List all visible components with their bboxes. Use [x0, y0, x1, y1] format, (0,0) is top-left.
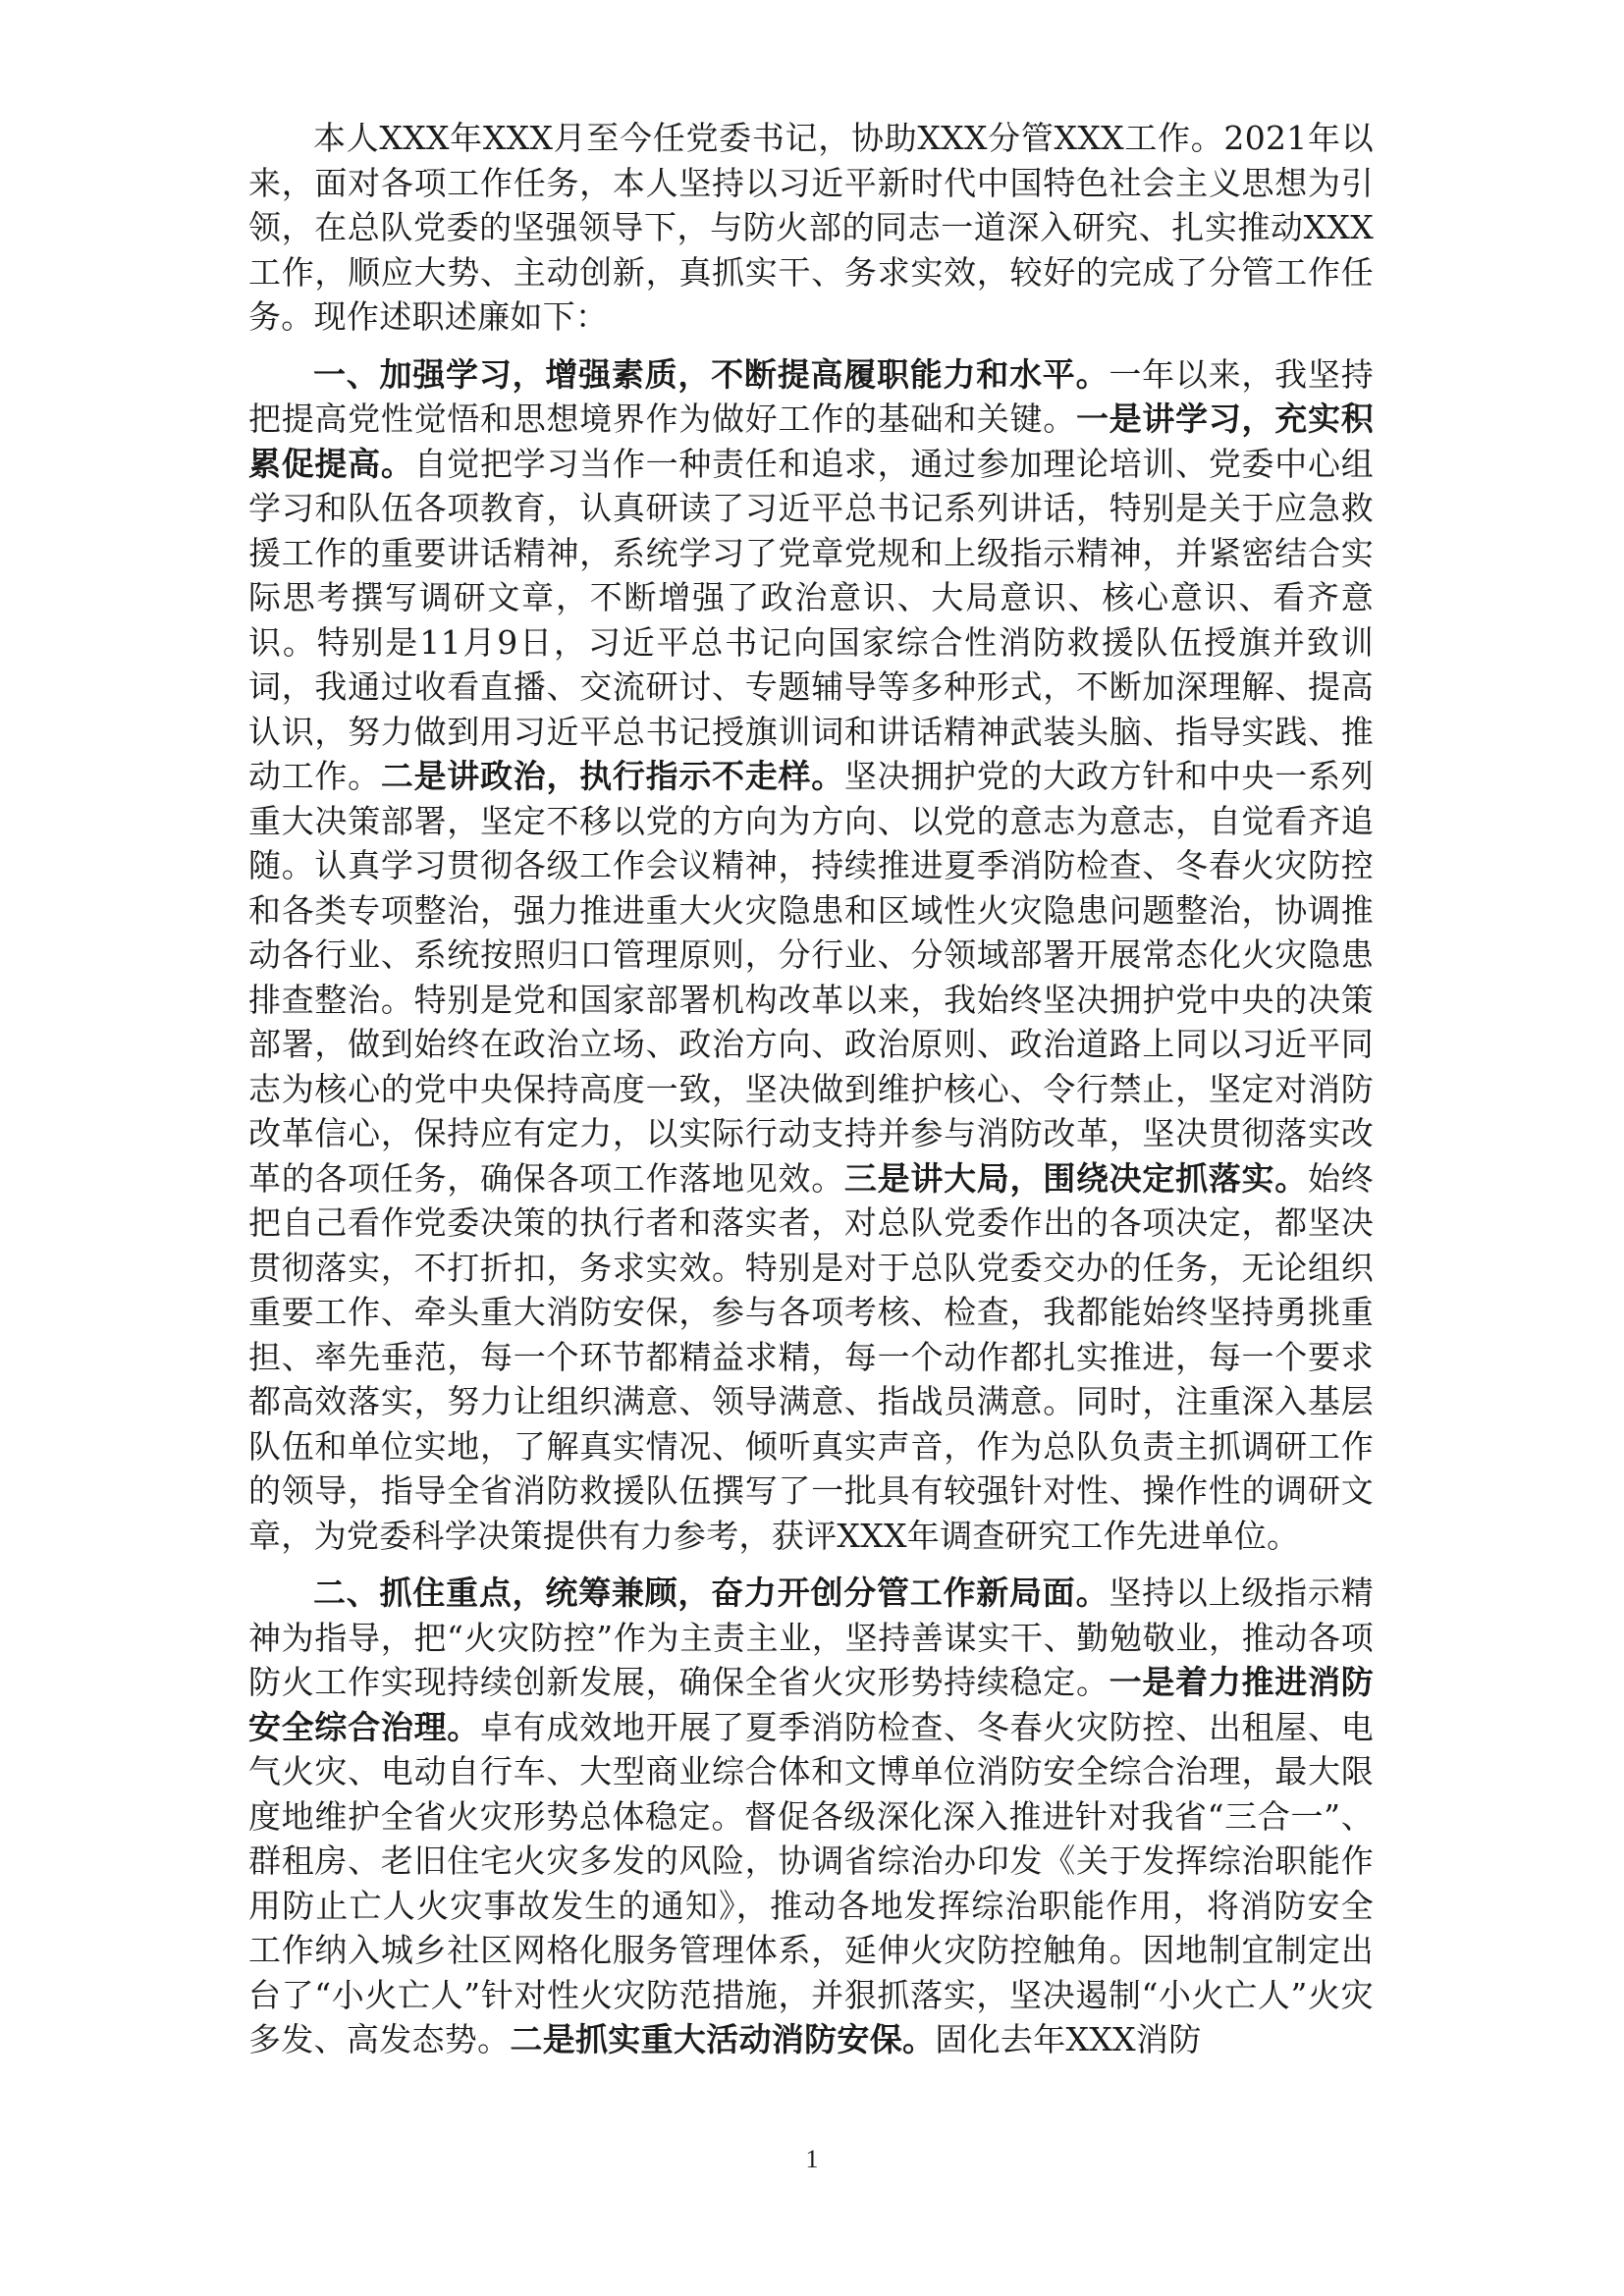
intro-paragraph	[248, 116, 1374, 340]
subsection-heading: 一是着力推进消防安全综合治理。	[248, 1663, 1374, 1746]
subsection-heading: 二是讲政治，执行指示不走样。	[380, 757, 844, 795]
subsection-heading: 二是抓实重大活动消防安保。	[510, 2020, 936, 2058]
section-1-paragraph	[248, 352, 1374, 1559]
section-heading: 二、抓住重点，统筹兼顾，奋力开创分管工作新局面。	[313, 1574, 1110, 1612]
paragraph-text: 自觉把学习当作一种责任和追求，通过参加理论培训、党委中心组学习和队伍各项教育，认真研读了习近平总书记系列讲话，特别是关于应急救援工作的重要讲话精神，系统学习了党章党规和上级指示精神，并紧密结合实际思考撰写调研文章，不断增强了政治意识、大局意识、核心意识、看齐意识。特别是11月9日，习近平总书记向国家综合性消防救援队伍授旗并致训词，我通过收看直播、交流研讨、专题辅导等多种形式，不断加深理解、提高认识，努力做到用习近平总书记授旗训词和讲话精神武装头脑、指导实践、推动工作。	[248, 444, 1374, 795]
document-body	[248, 116, 1374, 2075]
section-2-paragraph	[248, 1571, 1374, 2062]
paragraph-text: 卓有成效地开展了夏季消防检查、冬春火灾防控、出租屋、电气火灾、电动自行车、大型商业综合体和文博单位消防安全综合治理，最大限度地维护全省火灾形势总体稳定。督促各级深化深入推进针对我省“三合一”、群租房、老旧住宅火灾多发的风险，协调省综治办印发《关于发挥综治职能作用防止亡人火灾事故发生的通知》，推动各地发挥综治职能作用，将消防安全工作纳入城乡社区网格化服务管理体系，延伸火灾防控触角。因地制宜制定出台了“小火亡人”针对性火灾防范措施，并狠抓落实，坚决遏制“小火亡人”火灾多发、高发态势。	[248, 1707, 1374, 2058]
paragraph-text: 一年以来，我坚持把提高党性觉悟和思想境界作为做好工作的基础和关键。	[248, 354, 1374, 438]
paragraph-text: 始终把自己看作党委决策的执行者和落实者，对总队党委作出的各项决定，都坚决贯彻落实，不打折扣，务求实效。特别是对于总队党委交办的任务，无论组织重要工作、牵头重大消防安保，参与各项考核、检查，我都能始终坚持勇挑重担、率先垂范，每一个环节都精益求精，每一个动作都扎实推进，每一个要求都高效落实，努力让组织满意、领导满意、指战员满意。同时，注重深入基层队伍和单位实地，了解真实情况、倾听真实声音，作为总队负责主抓调研工作的领导，指导全省消防救援队伍撰写了一批具有较强针对性、操作性的调研文章，为党委科学决策提供有力参考，获评XXX年调查研究工作先进单位。	[248, 1158, 1374, 1555]
section-heading: 一、加强学习，增强素质，不断提高履职能力和水平。	[313, 354, 1110, 394]
paragraph-text: 坚决拥护党的大政方针和中央一系列重大决策部署，坚定不移以党的方向为方向、以党的意志为意志，自觉看齐追随。认真学习贯彻各级工作会议精神，持续推进夏季消防检查、冬春火灾防控和各类专项整治，强力推进重大火灾隐患和区域性火灾隐患问题整治，协调推动各行业、系统按照归口管理原则，分行业、分领域部署开展常态化火灾隐患排查整治。特别是党和国家部署机构改革以来，我始终坚决拥护党中央的决策部署，做到始终在政治立场、政治方向、政治原则、政治道路上同以习近平同志为核心的党中央保持高度一致，坚决做到维护核心、令行禁止，坚定对消防改革信心，保持应有定力，以实际行动支持并参与消防改革，坚决贯彻落实改革的各项任务，确保各项工作落地见效。	[248, 757, 1374, 1198]
paragraph-text: 本人XXX年XXX月至今任党委书记，协助XXX分管XXX工作。2021年以来，面对各项工作任务，本人坚持以习近平新时代中国特色社会主义思想为引领，在总队党委的坚强领导下，与防火部的同志一道深入研究、扎实推动XXX工作，顺应大势、主动创新，真抓实干、务求实效，较好的完成了分管工作任务。现作述职述廉如下：	[248, 119, 1374, 336]
paragraph-text: 坚持以上级指示精神为指导，把“火灾防控”作为主责主业，坚持善谋实干、勤勉敬业，推动各项防火工作实现持续创新发展，确保全省火灾形势持续稳定。	[248, 1574, 1374, 1701]
subsection-heading: 三是讲大局，围绕决定抓落实。	[843, 1158, 1308, 1198]
paragraph-text: 固化去年XXX消防	[935, 2020, 1202, 2058]
subsection-heading: 一是讲学习，充实积累促提高。	[248, 400, 1374, 483]
page-number: 1	[805, 2145, 819, 2173]
